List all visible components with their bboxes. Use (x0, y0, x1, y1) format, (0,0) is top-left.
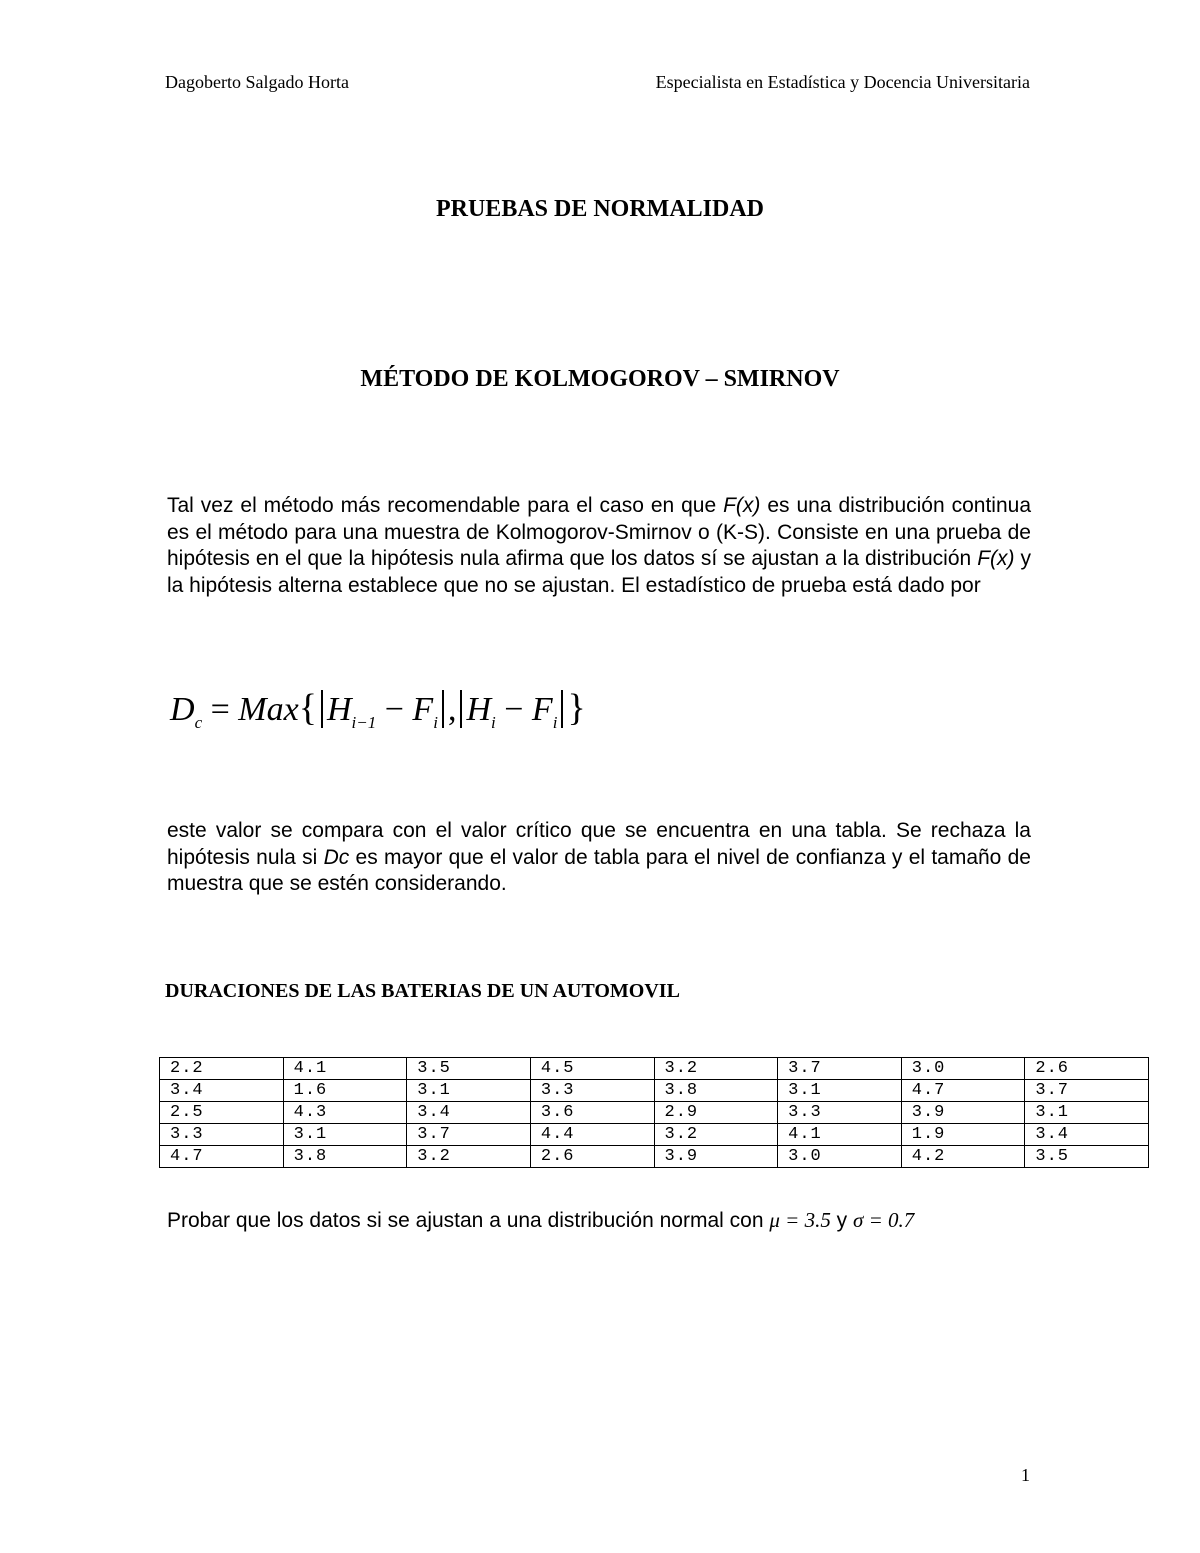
table-row (160, 1102, 1149, 1124)
table-cell: 4.1 (283, 1058, 407, 1080)
formula-lhs-sub: c (194, 713, 203, 732)
table-cell: 3.3 (530, 1080, 654, 1102)
formula-func: Max (238, 691, 299, 728)
table-cell: 3.8 (654, 1080, 778, 1102)
intro-fx-2: F(x) (977, 547, 1015, 570)
header-role: Especialista en Estadística y Docencia Universitaria (655, 72, 1030, 92)
formula-lhs: D (170, 691, 195, 728)
table-cell: 4.4 (530, 1124, 654, 1146)
prompt-and: y (830, 1209, 853, 1232)
exercise-prompt (167, 1208, 914, 1233)
formula-h2: H (466, 691, 491, 728)
table-cell: 3.0 (778, 1146, 902, 1168)
method-title: MÉTODO DE KOLMOGOROV – SMIRNOV (360, 366, 840, 392)
table-cell: 2.6 (1025, 1058, 1149, 1080)
table-cell: 3.0 (901, 1058, 1025, 1080)
table-cell: 3.4 (407, 1102, 531, 1124)
table-cell: 3.7 (1025, 1080, 1149, 1102)
formula-open-brace: { (298, 687, 317, 729)
table-row (160, 1058, 1149, 1080)
table-cell: 3.9 (901, 1102, 1025, 1124)
formula-eq: = (202, 691, 239, 728)
intro-text-2: es una distribución continua es el método para una muestra de Kolmogorov-Smirnov o (K-S). Consiste en una prueba de hipótesis en el que la hipótesis nula afirma que los datos sí se ajustan a la distribución (167, 494, 1031, 570)
table-cell: 4.2 (901, 1146, 1025, 1168)
table-cell: 3.6 (530, 1102, 654, 1124)
table-cell: 3.7 (778, 1058, 902, 1080)
table-cell: 3.2 (654, 1124, 778, 1146)
formula-minus-2: − (495, 691, 532, 728)
table-row (160, 1146, 1149, 1168)
table-cell: 2.5 (160, 1102, 284, 1124)
page-number: 1 (1021, 1465, 1030, 1485)
prompt-sigma: σ = 0.7 (853, 1208, 915, 1232)
table-cell: 3.1 (1025, 1102, 1149, 1124)
prompt-text: Probar que los datos si se ajustan a una distribución normal con (167, 1209, 770, 1232)
table-cell: 3.8 (283, 1146, 407, 1168)
table-cell: 3.9 (654, 1146, 778, 1168)
table-cell: 4.7 (160, 1146, 284, 1168)
formula-f2-sub: i (552, 713, 558, 732)
explanation-paragraph (167, 818, 1031, 898)
table-cell: 3.5 (407, 1058, 531, 1080)
table-cell: 4.3 (283, 1102, 407, 1124)
table-cell: 3.3 (160, 1124, 284, 1146)
formula-f1-sub: i (433, 713, 438, 732)
ks-formula (170, 686, 586, 733)
explanation-text-1: este valor se compara con el valor crítico que se encuentra en una tabla. Se rechaza la hipótesis nula si (167, 819, 1031, 869)
prompt-mu: μ = 3.5 (769, 1208, 831, 1232)
formula-h1-sub: i−1 (351, 713, 377, 732)
explanation-dc: Dc (323, 845, 350, 869)
table-cell: 3.5 (1025, 1146, 1149, 1168)
formula-f2: F (531, 691, 553, 728)
formula-minus-1: − (376, 691, 413, 728)
table-cell: 3.7 (407, 1124, 531, 1146)
table-cell: 3.1 (283, 1124, 407, 1146)
formula-abs-bar (321, 690, 323, 728)
battery-data-table (159, 1057, 1149, 1168)
explanation-text-2: es mayor que el valor de tabla para el nivel de confianza y el tamaño de muestra que se estén considerando. (167, 845, 1031, 895)
table-cell: 4.5 (530, 1058, 654, 1080)
table-cell: 4.1 (778, 1124, 902, 1146)
table-cell: 4.7 (901, 1080, 1025, 1102)
section-title: DURACIONES DE LAS BATERIAS DE UN AUTOMOVIL (165, 980, 680, 1002)
table-cell: 3.3 (778, 1102, 902, 1124)
table-cell: 3.1 (778, 1080, 902, 1102)
formula-h2-sub: i (491, 713, 496, 732)
intro-paragraph (167, 493, 1031, 599)
page-title: PRUEBAS DE NORMALIDAD (435, 196, 765, 222)
formula-f1: F (412, 691, 434, 728)
formula-abs-bar (442, 690, 444, 728)
intro-text-1: Tal vez el método más recomendable para el caso en que (167, 494, 724, 517)
table-cell: 2.2 (160, 1058, 284, 1080)
table-row (160, 1080, 1149, 1102)
table-cell: 1.9 (901, 1124, 1025, 1146)
table-cell: 1.6 (283, 1080, 407, 1102)
formula-abs-bar (460, 690, 462, 728)
table-cell: 2.9 (654, 1102, 778, 1124)
intro-fx-1: F(x) (723, 494, 761, 517)
formula-close-brace: } (567, 687, 586, 729)
table-cell: 3.4 (160, 1080, 284, 1102)
table-cell: 3.1 (407, 1080, 531, 1102)
table-cell: 3.4 (1025, 1124, 1149, 1146)
header-author: Dagoberto Salgado Horta (165, 72, 349, 92)
table-cell: 3.2 (407, 1146, 531, 1168)
formula-h1: H (326, 691, 352, 728)
table-cell: 2.6 (530, 1146, 654, 1168)
table-row (160, 1124, 1149, 1146)
formula-comma: , (447, 691, 457, 728)
formula-abs-bar (561, 690, 563, 728)
intro-text-3: y la hipótesis alterna establece que no se ajustan. El estadístico de prueba está dado por (167, 547, 1031, 597)
table-cell: 3.2 (654, 1058, 778, 1080)
